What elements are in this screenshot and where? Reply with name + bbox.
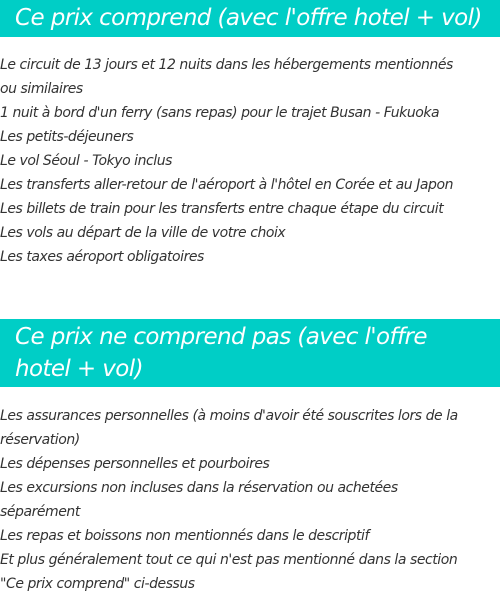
included-section-title: Ce prix comprend (avec l'offre hotel + vol) — [0, 0, 500, 37]
list-item: Les taxes aéroport obligatoires — [0, 249, 204, 265]
list-item: 1 nuit à bord d'un ferry (sans repas) pour le trajet Busan - Fukuoka — [0, 105, 440, 121]
list-item: Les billets de train pour les transferts entre chaque étape du circuit — [0, 201, 444, 217]
list-item: Les petits-déjeuners — [0, 129, 134, 145]
included-list — [0, 53, 500, 269]
list-item: Le vol Séoul - Tokyo inclus — [0, 153, 172, 169]
list-item: Les assurances personnelles (à moins d'avoir été souscrites lors de la réservation) — [0, 408, 458, 448]
list-item: Les vols au départ de la ville de votre choix — [0, 225, 286, 241]
excluded-list — [0, 404, 500, 596]
list-item: Les repas et boissons non mentionnés dans le descriptif — [0, 528, 369, 544]
list-item: Les transferts aller-retour de l'aéroport à l'hôtel en Corée et au Japon — [0, 177, 453, 193]
list-item: Et plus généralement tout ce qui n'est pas mentionné dans la section "Ce prix comprend" ci-dessus — [0, 552, 458, 592]
list-item: Le circuit de 13 jours et 12 nuits dans les hébergements mentionnés ou similaires — [0, 57, 453, 97]
list-item: Les excursions non incluses dans la réservation ou achetées séparément — [0, 480, 398, 520]
excluded-section-title: Ce prix ne comprend pas (avec l'offre hotel + vol) — [0, 319, 500, 387]
list-item: Les dépenses personnelles et pourboires — [0, 456, 270, 472]
